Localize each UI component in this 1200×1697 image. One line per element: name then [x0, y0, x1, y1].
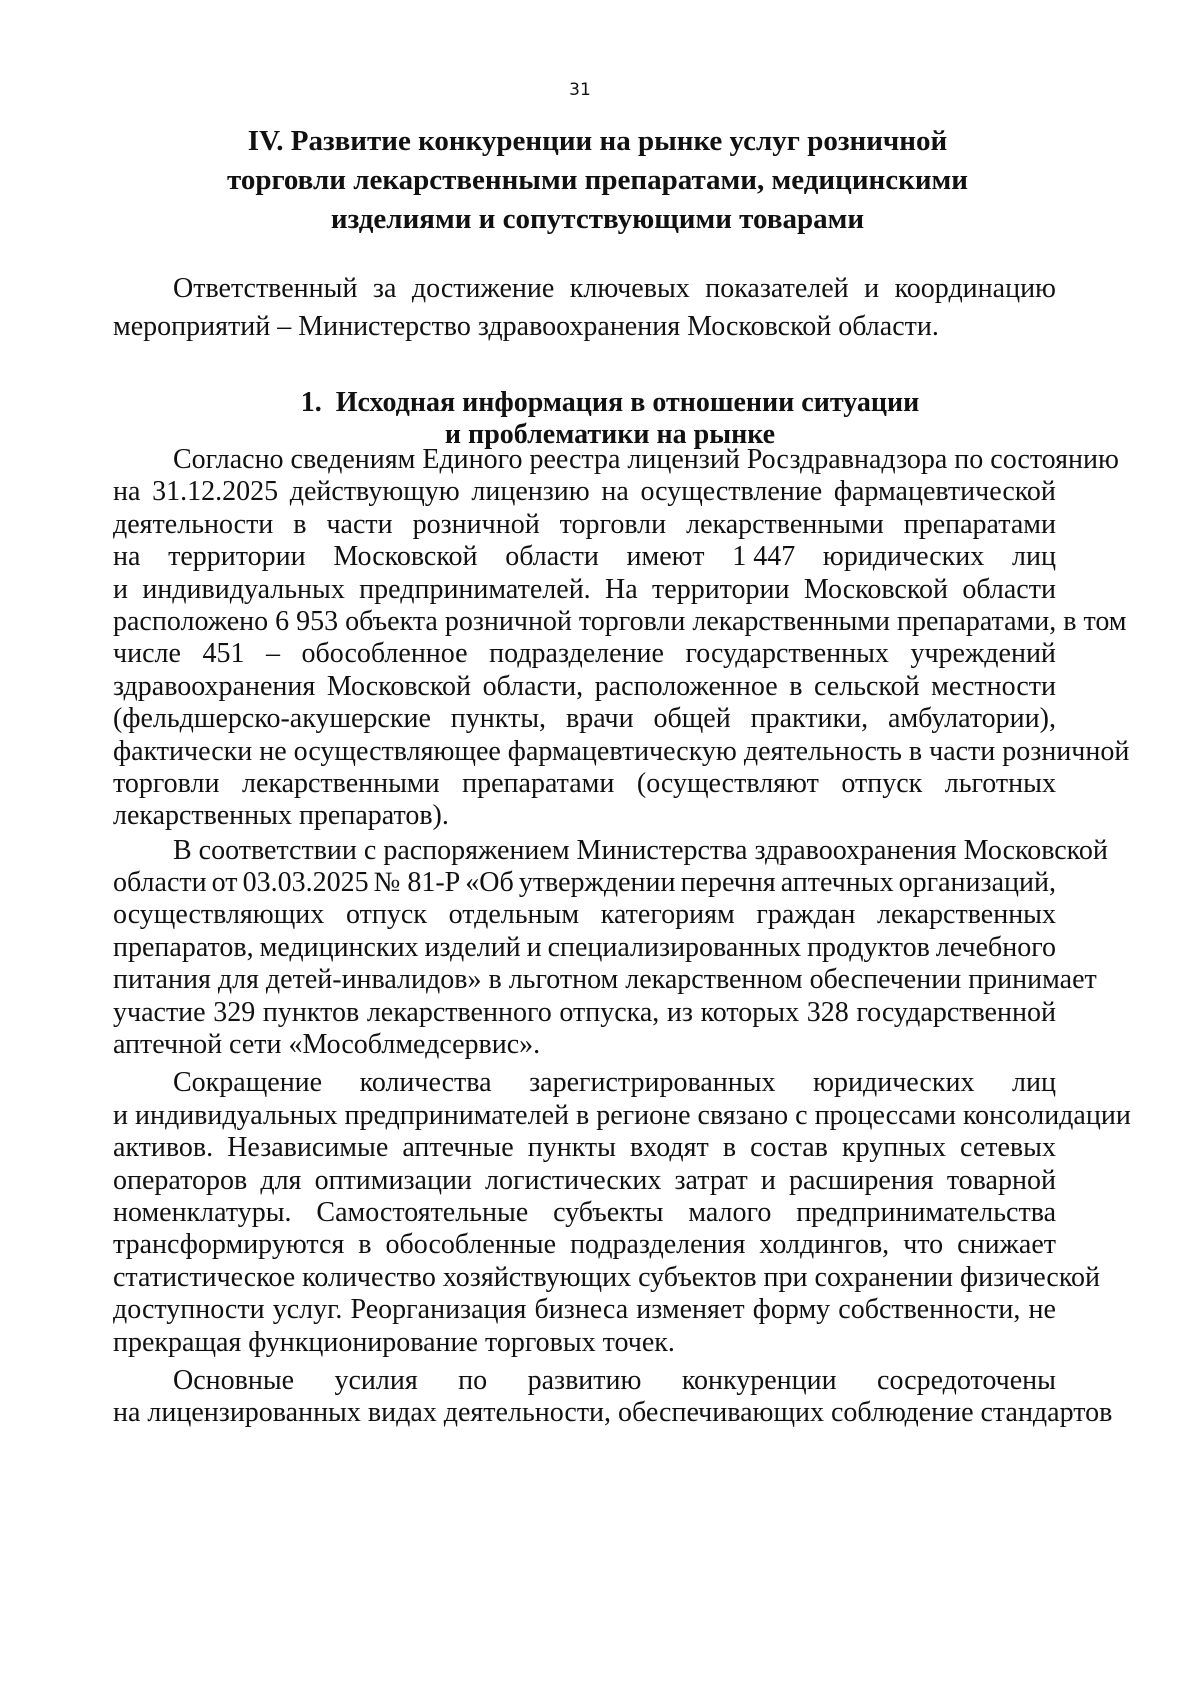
- word: местности: [931, 670, 1056, 702]
- word: аптечных: [780, 867, 894, 899]
- text-line: [113, 768, 1056, 800]
- word: аптечные: [402, 1132, 514, 1164]
- word: лекарственных: [877, 899, 1056, 931]
- word: обособленное: [301, 638, 468, 670]
- text-span: питания для детей-инвалидов» в льготном лекарственном обеспечении принимает: [113, 964, 1097, 996]
- word: обособленные: [385, 1229, 557, 1261]
- word: собственности,: [838, 1294, 1021, 1326]
- word: сельской: [814, 670, 920, 702]
- word: расширения: [789, 1164, 934, 1196]
- word: лицензию: [471, 476, 590, 508]
- text-line: [113, 1029, 1056, 1061]
- word: сетевых: [960, 1132, 1056, 1164]
- word: пунктов: [262, 996, 360, 1028]
- word: категориям: [600, 899, 735, 931]
- word: на: [601, 476, 629, 508]
- word: учреждений: [910, 638, 1056, 670]
- word: государственной: [856, 996, 1056, 1028]
- text-span: расположено 6 953 объекта розничной торговли лекарственными препаратами, в том: [113, 605, 1127, 637]
- word: перечня: [680, 867, 776, 899]
- word: медицинских: [259, 931, 419, 963]
- word: утверждении: [518, 867, 676, 899]
- word: активов.: [113, 1132, 214, 1164]
- word: Реорганизация: [350, 1294, 527, 1326]
- text-line: [113, 605, 1127, 638]
- word: расположенное: [594, 670, 778, 702]
- word: в: [722, 1132, 737, 1164]
- word: 329: [213, 996, 256, 1028]
- word: 31.12.2025: [152, 476, 279, 508]
- text-span: аптечной сети «Мособлмедсервис».: [113, 1029, 541, 1061]
- text-line: [113, 735, 1130, 768]
- word: организаций,: [898, 867, 1056, 899]
- word: и: [113, 573, 128, 605]
- word: затрат: [674, 1164, 748, 1196]
- word: лекарственного: [366, 996, 552, 1028]
- text-line: [113, 867, 1056, 899]
- paragraph-4: [113, 1364, 1113, 1430]
- text-line: [113, 574, 1056, 606]
- paragraph-1: [113, 444, 1130, 833]
- word: в: [358, 1229, 372, 1261]
- word: ключевых: [569, 273, 690, 304]
- word: препаратами: [903, 508, 1056, 540]
- word: в: [293, 508, 307, 540]
- word: имеют: [626, 541, 705, 573]
- word: оптимизации: [314, 1164, 472, 1196]
- word: изменяет: [636, 1294, 745, 1326]
- word: координацию: [894, 273, 1056, 304]
- word: лиц: [1012, 1067, 1056, 1099]
- text-line: [113, 1294, 1056, 1326]
- word: логистических: [485, 1164, 662, 1196]
- text-line: [113, 444, 1119, 476]
- word: субъекты: [553, 1196, 664, 1228]
- word: части: [326, 508, 393, 540]
- word: льготных: [944, 767, 1056, 799]
- word: что: [903, 1229, 944, 1261]
- word: подразделения: [570, 1229, 746, 1261]
- word: усилия: [334, 1364, 418, 1396]
- word: пункты: [527, 1132, 616, 1164]
- text-line: [113, 1229, 1056, 1261]
- word: конкуренции: [681, 1364, 837, 1396]
- section-title: [200, 122, 995, 239]
- text-span: на лицензированных видах деятельности, обеспечивающих соблюдение стандартов: [113, 1397, 1113, 1429]
- word: действующую: [289, 476, 460, 508]
- text-line: [113, 509, 1056, 541]
- word: предпринимателей.: [359, 573, 591, 605]
- word: осуществляющих: [113, 899, 325, 931]
- word: врачи: [565, 703, 634, 735]
- word: Ответственный: [173, 273, 358, 304]
- word: препаратами: [462, 767, 615, 799]
- word: и: [864, 273, 880, 304]
- word: Сокращение: [173, 1067, 323, 1099]
- word: торговли: [113, 767, 220, 799]
- word: специализированных: [547, 931, 802, 963]
- word: товарной: [946, 1164, 1056, 1196]
- word: торговли: [559, 508, 667, 540]
- word: области: [962, 573, 1056, 605]
- word: лечебного: [935, 931, 1056, 963]
- text-line: [113, 932, 1056, 964]
- section-title-line: изделиями и сопутствующими товарами: [330, 203, 865, 235]
- word: и: [526, 931, 542, 963]
- text-line: [113, 1261, 1101, 1294]
- word: показателей: [705, 273, 849, 304]
- text-line: [113, 703, 1056, 735]
- word: развитию: [527, 1364, 642, 1396]
- text-line: [113, 476, 1056, 508]
- word: 328: [806, 996, 849, 1028]
- word: области,: [482, 670, 584, 702]
- text-span: В соответствии с распоряжением Министерства здравоохранения Московской: [173, 834, 1108, 866]
- body-text: [113, 444, 1131, 1430]
- word: лекарственными: [241, 767, 440, 799]
- text-span: прекращая функционирование торговых точек.: [113, 1326, 675, 1358]
- word: по: [458, 1364, 488, 1396]
- word: территории: [168, 541, 306, 573]
- text-line: [113, 1397, 1113, 1429]
- word: на: [113, 476, 141, 508]
- word: юридических: [813, 1067, 975, 1099]
- word: подразделение: [489, 638, 664, 670]
- word: лиц: [1011, 541, 1056, 573]
- paragraph-3: [113, 1067, 1131, 1359]
- subsection-heading-line: и проблематики на рынке: [444, 419, 776, 450]
- word: количества: [359, 1067, 492, 1099]
- word: отпуска,: [559, 996, 660, 1028]
- text-span: и индивидуальных предпринимателей в регионе связано с процессами консолидации: [113, 1099, 1131, 1131]
- text-line: [113, 1165, 1056, 1197]
- word: территории: [652, 573, 790, 605]
- word: государственных: [685, 638, 889, 670]
- word: предпринимательства: [796, 1196, 1056, 1228]
- word: сосредоточены: [877, 1364, 1056, 1396]
- text-span: лекарственных препаратов).: [113, 800, 449, 832]
- word: которых: [700, 996, 800, 1028]
- word: общей: [653, 703, 731, 735]
- text-line: [113, 541, 1056, 573]
- word: малого: [688, 1196, 772, 1228]
- page-number: 31: [569, 80, 591, 100]
- word: отпуск: [346, 899, 427, 931]
- word: операторов: [113, 1164, 248, 1196]
- text-span: фактически не осуществляющее фармацевтическую деятельность в части розничной: [113, 735, 1130, 767]
- word: Самостоятельные: [316, 1196, 529, 1228]
- text-line: [113, 671, 1056, 703]
- word: зарегистрированных: [529, 1067, 776, 1099]
- word: изделий: [424, 931, 521, 963]
- text-line: [113, 270, 1056, 308]
- paragraph-2: [113, 834, 1108, 1062]
- word: области: [505, 541, 599, 573]
- text-span: Согласно сведениям Единого реестра лицензий Росздравнадзора по состоянию: [173, 444, 1119, 475]
- text-line: мероприятий – Министерство здравоохранения Московской области.: [113, 311, 939, 342]
- text-line: [113, 1099, 1131, 1132]
- word: не: [1028, 1294, 1056, 1326]
- word: и: [760, 1164, 776, 1196]
- text-line: [113, 997, 1056, 1029]
- word: в: [789, 670, 803, 702]
- text-line: [113, 834, 1108, 867]
- word: 1 447: [732, 541, 796, 573]
- word: розничной: [412, 508, 540, 540]
- word: лекарственными: [686, 508, 884, 540]
- word: для: [260, 1164, 302, 1196]
- text-line: [113, 1132, 1056, 1164]
- word: амбулатории),: [888, 703, 1056, 735]
- word: Московской: [326, 670, 471, 702]
- word: 451: [202, 638, 245, 670]
- word: Московской: [803, 573, 949, 605]
- word: индивидуальных: [142, 573, 345, 605]
- word: трансформируются: [113, 1229, 345, 1261]
- word: услуг.: [272, 1294, 343, 1326]
- word: пункты,: [450, 703, 547, 735]
- word: состав: [750, 1132, 828, 1164]
- word: юридических: [822, 541, 985, 573]
- subsection-heading: [260, 387, 960, 451]
- word: входят: [630, 1132, 709, 1164]
- word: граждан: [756, 899, 856, 931]
- word: осуществление: [640, 476, 823, 508]
- word: № 81-Р: [373, 867, 461, 899]
- text-line: [113, 638, 1056, 670]
- word: доступности: [113, 1294, 265, 1326]
- word: числе: [113, 638, 181, 670]
- word: крупных: [841, 1132, 946, 1164]
- text-line: [113, 800, 1056, 832]
- word: фармацевтической: [833, 476, 1056, 508]
- word: Московской: [333, 541, 478, 573]
- section-title-line: IV. Развитие конкуренции на рынке услуг розничной: [247, 125, 948, 157]
- word: отпуск: [841, 767, 923, 799]
- text-line: [113, 964, 1097, 996]
- word: (фельдшерско-акушерские: [113, 703, 431, 735]
- word: Основные: [173, 1364, 295, 1396]
- word: номенклатуры.: [113, 1196, 292, 1228]
- text-line: [113, 1327, 1056, 1359]
- word: от: [211, 867, 238, 899]
- word: форму: [752, 1294, 831, 1326]
- word: из: [666, 996, 693, 1028]
- word: деятельности: [113, 508, 274, 540]
- word: здравоохранения: [113, 670, 316, 702]
- section-title-line: торговли лекарственными препаратами, медицинскими: [226, 164, 969, 196]
- word: препаратов,: [113, 931, 254, 963]
- word: «Об: [465, 867, 514, 899]
- responsible-statement: [113, 270, 1056, 346]
- word: Независимые: [227, 1132, 389, 1164]
- word: 03.03.2025: [242, 867, 369, 899]
- word: области: [113, 867, 207, 899]
- word: На: [605, 573, 638, 605]
- subsection-heading-line: 1. Исходная информация в отношении ситуации: [300, 387, 920, 418]
- word: достижение: [411, 273, 555, 304]
- word: за: [372, 273, 397, 304]
- word: холдингов,: [759, 1229, 890, 1261]
- text-line: [113, 899, 1056, 931]
- text-line: [113, 1365, 1056, 1397]
- word: снижает: [957, 1229, 1056, 1261]
- word: бизнеса: [534, 1294, 629, 1326]
- word: отдельным: [448, 899, 580, 931]
- word: –: [265, 638, 280, 670]
- word: участие: [113, 996, 206, 1028]
- text-line: [113, 1197, 1056, 1229]
- word: практики,: [750, 703, 869, 735]
- text-span: статистическое количество хозяйствующих субъектов при сохранении физической: [113, 1261, 1101, 1293]
- word: продуктов: [807, 931, 930, 963]
- word: на: [113, 541, 141, 573]
- word: (осуществляют: [636, 767, 819, 799]
- text-line: [113, 1067, 1056, 1099]
